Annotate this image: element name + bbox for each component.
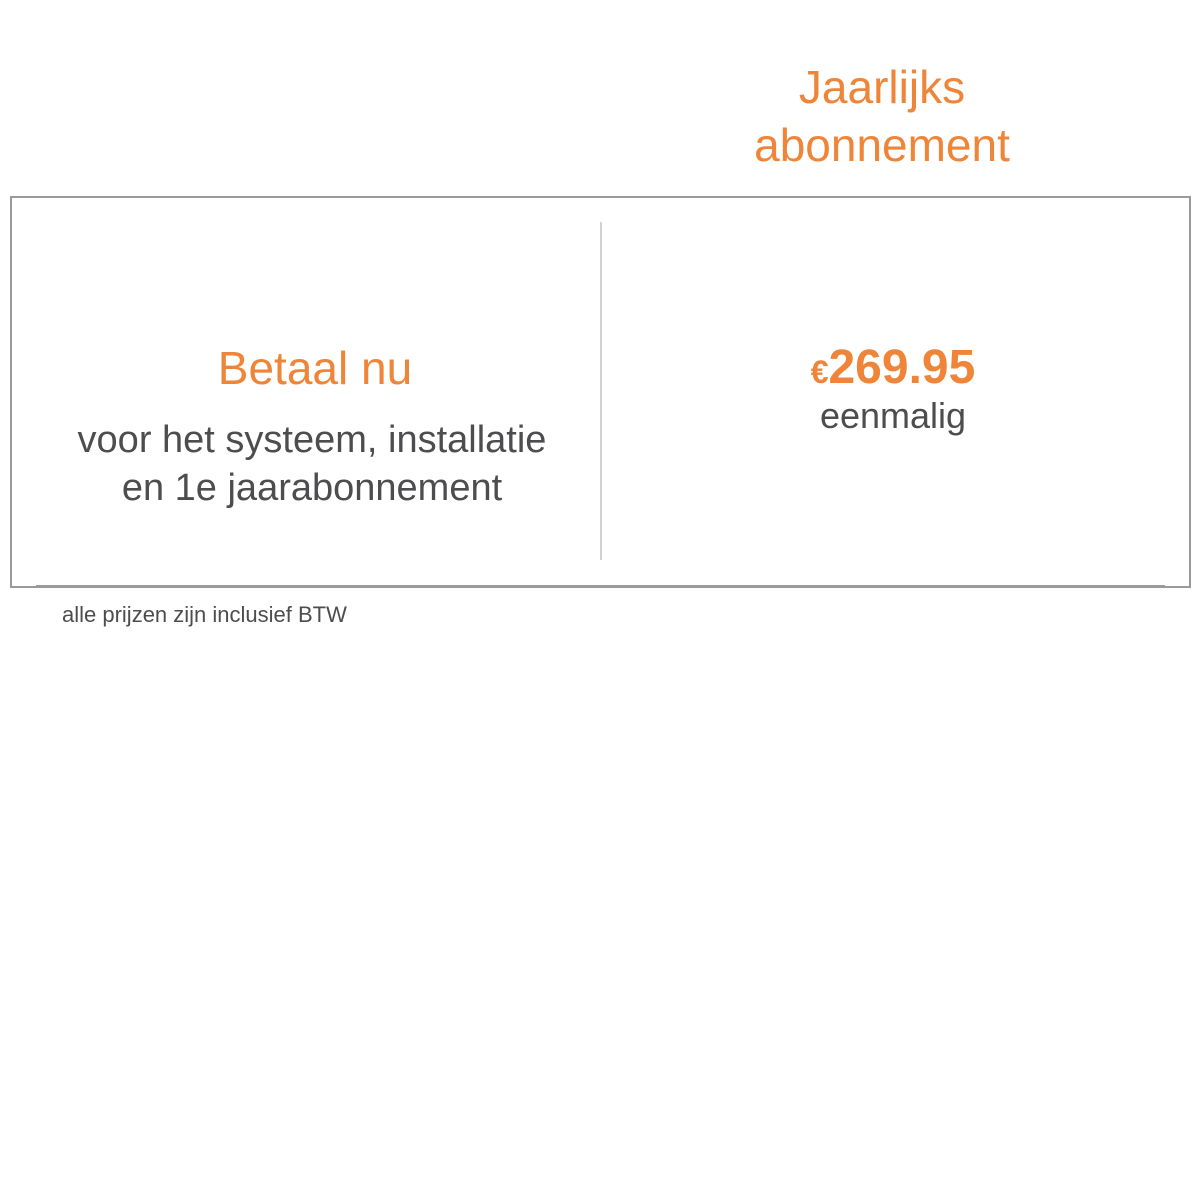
vat-note: alle prijzen zijn inclusief BTW: [62, 602, 347, 627]
price-table: [10, 196, 1191, 588]
pay-now-label: Betaal nu: [217, 342, 413, 394]
pay-now-description-line-1: voor het systeem, installatie: [77, 419, 547, 461]
plan-header-line-1: Jaarlijks: [798, 61, 966, 113]
price-amount: [602, 338, 1184, 402]
pay-now-description: [12, 416, 612, 512]
plan-header: [640, 58, 1124, 174]
plan-header-line-2: abonnement: [754, 119, 1010, 171]
bottom-divider: [36, 585, 1165, 587]
pay-now-cell: [12, 198, 612, 586]
pay-now-description-line-2: en 1e jaarabonnement: [121, 467, 503, 509]
price-value: 269.95: [828, 341, 976, 394]
price-period: eenmalig: [819, 395, 967, 436]
currency-symbol: €: [810, 354, 829, 390]
price-cell: [602, 198, 1189, 586]
